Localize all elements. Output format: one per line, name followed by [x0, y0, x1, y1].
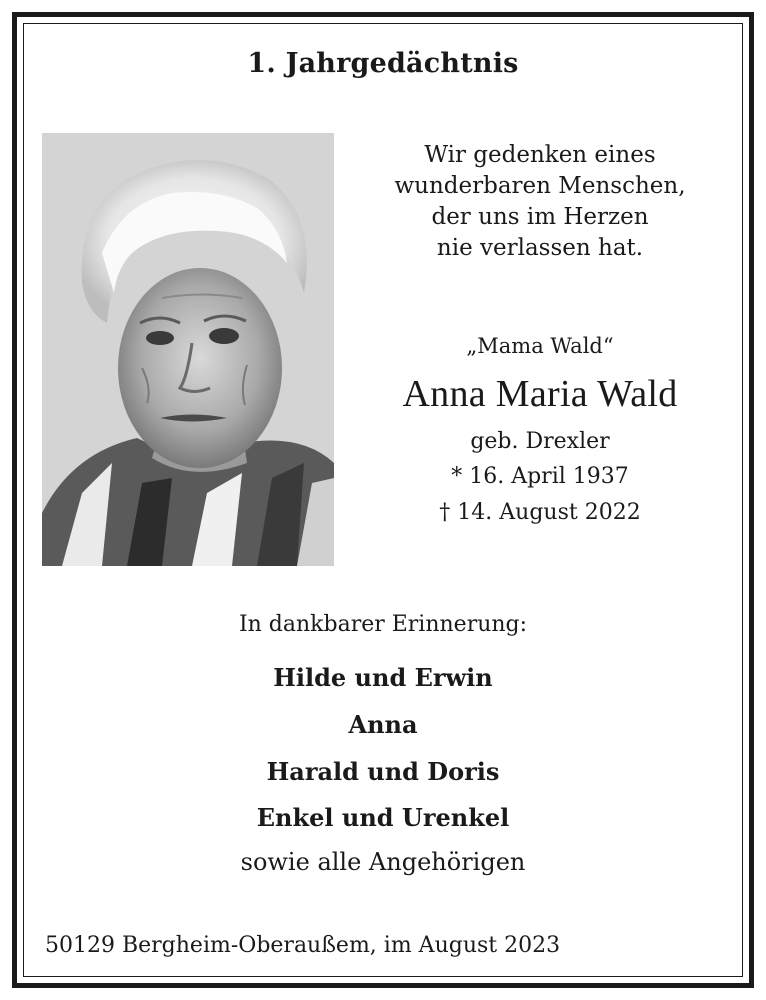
portrait-photo [42, 133, 334, 566]
verse-line: wunderbaren Menschen, [394, 173, 686, 199]
verse-line: nie verlassen hat. [436, 235, 644, 261]
memorial-verse [360, 140, 720, 264]
verse-line: der uns im Herzen [431, 204, 649, 230]
mourner-name: Anna [348, 710, 418, 739]
relatives-line: sowie alle Angehörigen [240, 848, 526, 876]
mourner-name: Harald und Doris [266, 757, 500, 786]
death-date: † 14. August 2022 [439, 500, 641, 525]
notice-title: 1. Jahrgedächtnis [247, 48, 519, 79]
mourner-name: Enkel und Urenkel [256, 803, 510, 832]
deceased-name: Anna Maria Wald [402, 373, 678, 415]
birth-name: geb. Drexler [470, 429, 610, 454]
birth-date: * 16. April 1937 [451, 464, 629, 489]
deceased-nickname: „Mama Wald“ [466, 334, 614, 358]
mourner-name: Hilde und Erwin [273, 663, 493, 692]
remembrance-intro: In dankbarer Erinnerung: [238, 612, 528, 637]
place-date: 50129 Bergheim-Oberaußem, im August 2023 [45, 933, 561, 958]
verse-line: Wir gedenken eines [424, 142, 656, 168]
